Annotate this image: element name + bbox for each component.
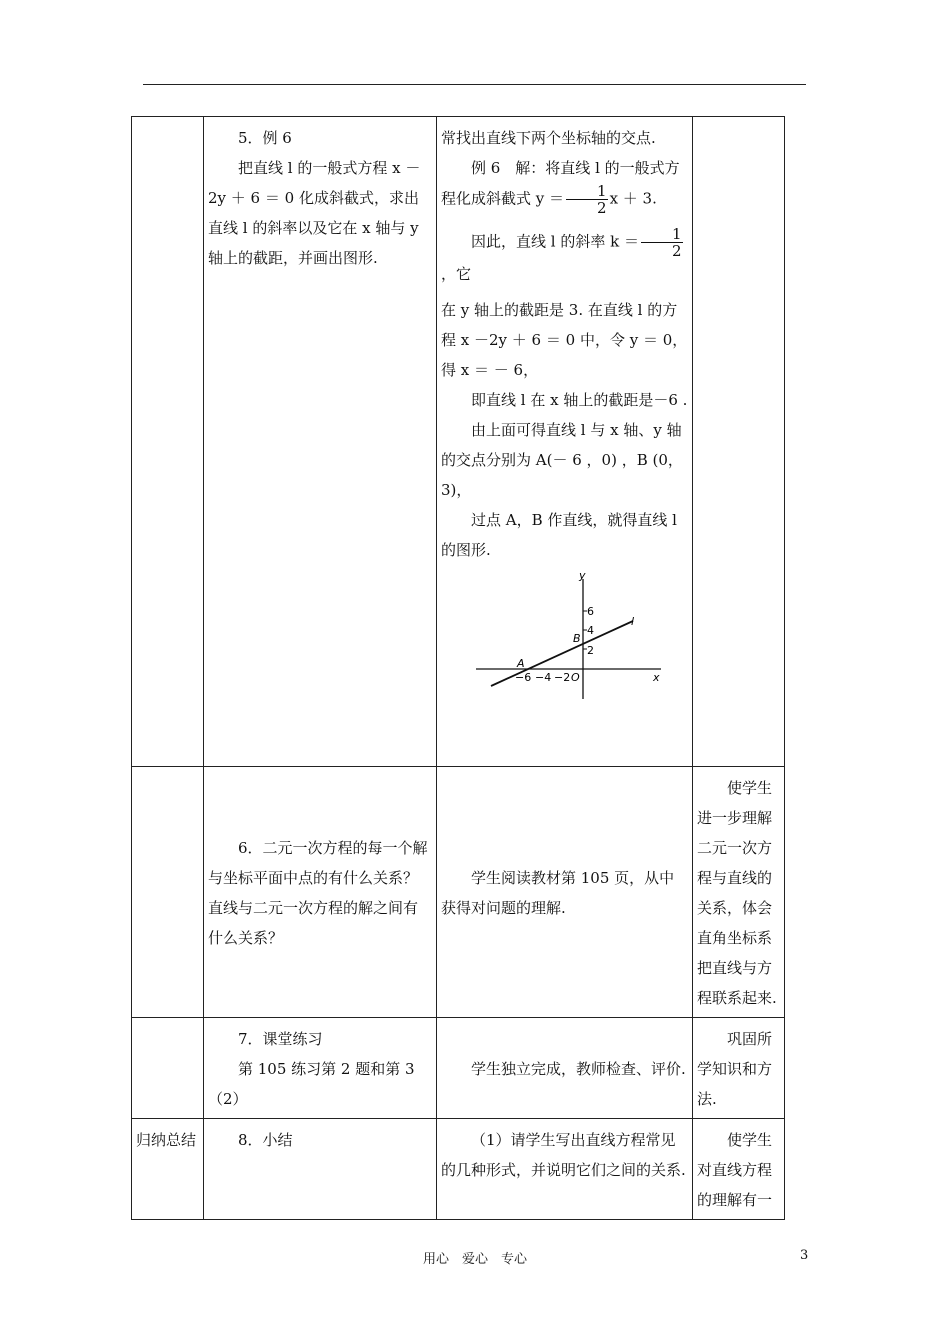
text-span: 因此，直线 l 的斜率 k ＝: [471, 232, 639, 251]
summary-title: 8．小结: [238, 1131, 293, 1149]
cell-activity: [437, 117, 693, 767]
cell-stage: 归纳总结: [132, 1119, 204, 1220]
cell-content: [204, 1018, 437, 1119]
x-axis-label: x: [653, 671, 660, 684]
question-text: 6．二元一次方程的每一个解与坐标平面中点的有什么关系？直线与二元一次方程的解之间有什么关系？: [208, 839, 428, 947]
purpose-text: 巩固所学知识和方法.: [697, 1030, 773, 1108]
table-row: [132, 767, 785, 1018]
cell-purpose: [693, 767, 785, 1018]
cell-stage: [132, 1018, 204, 1119]
text-span: ，它: [441, 265, 472, 283]
cell-stage: [132, 767, 204, 1018]
point-a-label: A: [517, 657, 525, 670]
cell-content: [204, 117, 437, 767]
line-label: l: [631, 615, 635, 628]
example-question: 把直线 l 的一般式方程 x －2y ＋ 6 ＝ 0 化成斜截式，求出直线 l 的斜率以及它在 x 轴与 y 轴上的截距，并画出图形.: [208, 159, 421, 267]
table-row: [132, 117, 785, 767]
cell-content: [204, 767, 437, 1018]
fraction-numerator: 1: [641, 226, 683, 243]
point-b-label: B: [573, 632, 581, 645]
purpose-text: 使学生进一步理解二元一次方程与直线的关系，体会直角坐标系把直线与方程联系起来.: [697, 779, 777, 1007]
activity-text: 学生阅读教材第 105 页，从中获得对问题的理解.: [441, 869, 675, 917]
activity-text: 学生独立完成，教师检查、评价.: [471, 1060, 686, 1078]
text-paragraph: 过点 A，B 作直线，就得直线 l 的图形.: [441, 511, 677, 559]
fraction: [566, 183, 608, 216]
table-row: [132, 1018, 785, 1119]
x-tick-label: −4: [535, 671, 552, 684]
purpose-text: 使学生对直线方程的理解有一: [697, 1131, 773, 1209]
y-tick-label: 2: [587, 644, 594, 657]
fraction-denominator: 2: [597, 199, 607, 217]
footer-motto: 用心 爱心 专心: [422, 1252, 527, 1267]
page-number: 3: [800, 1248, 809, 1263]
y-tick-label: 4: [587, 624, 594, 637]
x-tick-label: −6: [515, 671, 532, 684]
fraction-numerator: 1: [566, 183, 608, 200]
text-span: x ＋ 3.: [609, 189, 657, 208]
activity-text: （1）请学生写出直线方程常见的几种形式，并说明它们之间的关系.: [441, 1131, 686, 1179]
text-paragraph: 由上面可得直线 l 与 x 轴、y 轴的交点分别为 A(－ 6 ，0) ，B (0，3)，: [441, 421, 683, 499]
cell-purpose: [693, 1018, 785, 1119]
y-axis-label: y: [579, 571, 586, 582]
cell-activity: [437, 767, 693, 1018]
cell-purpose: [693, 117, 785, 767]
origin-label: O: [571, 671, 580, 684]
cell-stage: [132, 117, 204, 767]
text-paragraph: [441, 226, 688, 289]
text-span: 例 6 解：将直线 l 的一般式方程化成斜截式 y ＝: [441, 159, 680, 208]
text-paragraph: 即直线 l 在 x 轴上的截距是－6 .: [471, 391, 688, 409]
cell-activity: [437, 1119, 693, 1220]
table-row: [132, 1119, 785, 1220]
lesson-table: [131, 116, 785, 1220]
cell-activity: [437, 1018, 693, 1119]
fraction-denominator: 2: [671, 242, 682, 260]
text-paragraph: 常找出直线下两个坐标轴的交点.: [441, 129, 656, 147]
x-tick-label: −2: [554, 671, 571, 684]
y-tick-label: 6: [587, 605, 594, 618]
header-rule: [143, 84, 806, 85]
line-graph: [471, 571, 681, 701]
cell-purpose: [693, 1119, 785, 1220]
text-paragraph: [441, 153, 688, 216]
exercise-text: 第 105 练习第 2 题和第 3（2）: [208, 1060, 415, 1108]
fraction: [641, 226, 683, 259]
cell-content: [204, 1119, 437, 1220]
example-title: 5．例 6: [238, 129, 292, 147]
text-paragraph: 在 y 轴上的截距是 3. 在直线 l 的方程 x －2y ＋ 6 ＝ 0 中，令 y ＝ 0，得 x ＝ － 6，: [441, 301, 688, 379]
exercise-title: 7．课堂练习: [238, 1030, 323, 1048]
